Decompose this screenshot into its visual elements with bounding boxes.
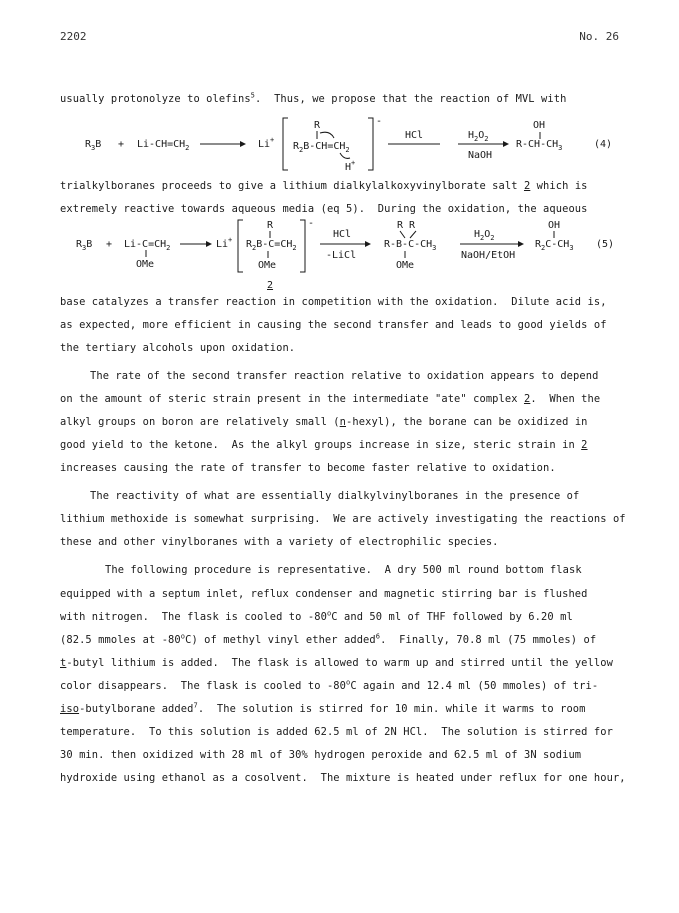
eq5-licl: -LiCl (326, 250, 357, 261)
eq4-plus: + (118, 139, 125, 150)
text-line-15: The following procedure is representative. A dry 500 ml round bottom flask (105, 564, 582, 576)
text-line-14: these and other vinylboranes with a variety of electrophilic species. (60, 536, 499, 548)
text-line-18: (82.5 mmoles at -80$^o$C) of methyl vinyl ether added$^6$. Finally, 70.8 ml (75 mmoles) of (60, 632, 597, 646)
text-line-10: good yield to the ketone. As the alkyl groups increase in size, steric strain in 2 (60, 439, 588, 451)
eq4-complex: $R_2B-CH=CH_2$ (293, 141, 350, 154)
eq4-arrowhead-1 (240, 141, 246, 147)
text-line-5: as expected, more efficient in causing the second transfer and leads to good yields of (60, 319, 607, 331)
eq5-naoh: NaOH/EtOH (461, 250, 516, 261)
text-line-20: color disappears. The flask is cooled to -80$^o$C again and 12.4 ml (50 mmoles) of tri- (60, 678, 599, 692)
eq4-bracket-right (368, 118, 373, 170)
text-line-9: alkyl groups on boron are relatively small (n-hexyl), the borane can be oxidized in (60, 416, 588, 428)
eq5-li: Li+ (216, 236, 233, 250)
text-line-19: t-butyl lithium is added. The flask is allowed to warm up and stirred until the yellow (60, 657, 613, 669)
text-line-7: The rate of the second transfer reaction relative to oxidation appears to depend (90, 370, 599, 382)
text-line-21: iso-butylborane added$^7$. The solution is stirred for 10 min. while it warms to room (60, 701, 586, 715)
eq5-reagent: $Li-C=CH_2$ (124, 239, 171, 252)
eq5-intermediate: $R-B-C-CH_3$ (384, 239, 437, 252)
page-number: 2202 (60, 30, 87, 43)
eq4-arrowhead-3 (503, 141, 509, 147)
eq5-ome-3: OMe (396, 260, 415, 271)
eq5-number: (5) (596, 239, 615, 250)
eq5-bracket-left (238, 220, 243, 272)
eq5-arrowhead-3 (518, 241, 524, 247)
eq4-h2o2: $H_2O_2$ (468, 130, 489, 143)
eq4-r3b: $R_3B$ (85, 139, 102, 152)
text-line-8: on the amount of steric strain present in the intermediate "ate" complex 2. When the (60, 393, 601, 405)
text-line-17: with nitrogen. The flask is cooled to -80$^o$C and 50 ml of THF followed by 6.20 ml (60, 609, 573, 623)
eq4-li: Li+ (258, 136, 275, 150)
eq5-rr: R R (397, 220, 416, 231)
eq5-bonds-rr (400, 231, 416, 238)
equation-5 (0, 216, 679, 294)
issue-number: No. 26 (579, 30, 619, 43)
eq5-r-top: R (267, 220, 274, 231)
text-line-11: increases causing the rate of transfer to become faster relative to oxidation. (60, 462, 556, 474)
text-line-12: The reactivity of what are essentially dialkylvinylboranes in the presence of (90, 490, 580, 502)
eq5-bracket-right (300, 220, 305, 272)
text-line-4: base catalyzes a transfer reaction in competition with the oxidation. Dilute acid is, (60, 296, 607, 308)
eq5-arrowhead-2 (365, 241, 371, 247)
eq5-product: $R_2C-CH_3$ (535, 239, 574, 252)
text-line-6: the tertiary alcohols upon oxidation. (60, 342, 296, 354)
eq5-oh: OH (548, 220, 561, 231)
eq4-reagent: $Li-CH=CH_2$ (137, 139, 190, 152)
text-line-2: trialkylboranes proceeds to give a lithium dialkylalkoxyvinylborate salt 2 which is (60, 180, 588, 192)
text-line-3: extremely reactive towards aqueous media (eq 5). During the oxidation, the aqueous (60, 203, 588, 215)
eq5-h2o2: $H_2O_2$ (474, 229, 495, 242)
text-line-16: equipped with a septum inlet, reflux condenser and magnetic stirring bar is flushed (60, 588, 588, 600)
eq5-ome-2: OMe (258, 260, 277, 271)
eq4-oh: OH (533, 120, 546, 131)
eq5-compound-label: 2 (267, 280, 274, 291)
eq4-naoh: NaOH (468, 150, 493, 161)
eq4-number: (4) (594, 139, 613, 150)
eq5-hcl: HCl (333, 229, 352, 240)
eq4-hcl: HCl (405, 130, 424, 141)
eq4-curved-arrow (320, 132, 334, 138)
text-line-13: lithium methoxide is somewhat surprising. We are actively investigating the reactions of (60, 513, 626, 525)
eq5-arrowhead-1 (206, 241, 212, 247)
text-line-1: usually protonolyze to olefins$^5$. Thus, we propose that the reaction of MVL with (60, 91, 567, 105)
eq5-plus: + (106, 239, 113, 250)
eq4-h-plus: H+ (345, 159, 356, 173)
equation-4 (0, 112, 679, 177)
eq5-ome-1: OMe (136, 259, 155, 270)
eq4-product: $R-CH-CH_3$ (516, 139, 563, 152)
eq4-charge: - (376, 116, 383, 127)
eq5-r3b: $R_3B$ (76, 239, 93, 252)
text-line-22: temperature. To this solution is added 62.5 ml of 2N HCl. The solution is stirred for (60, 726, 613, 738)
eq4-bracket-left (283, 118, 288, 170)
text-line-24: hydroxide using ethanol as a cosolvent. The mixture is heated under reflux for one hour, (60, 772, 626, 784)
eq5-charge: - (308, 218, 315, 229)
eq5-complex: $R_2B-C=CH_2$ (246, 239, 297, 252)
text-line-23: 30 min. then oxidized with 28 ml of 30% hydrogen peroxide and 62.5 ml of 3N sodium (60, 749, 582, 761)
eq4-r-top: R (314, 120, 321, 131)
